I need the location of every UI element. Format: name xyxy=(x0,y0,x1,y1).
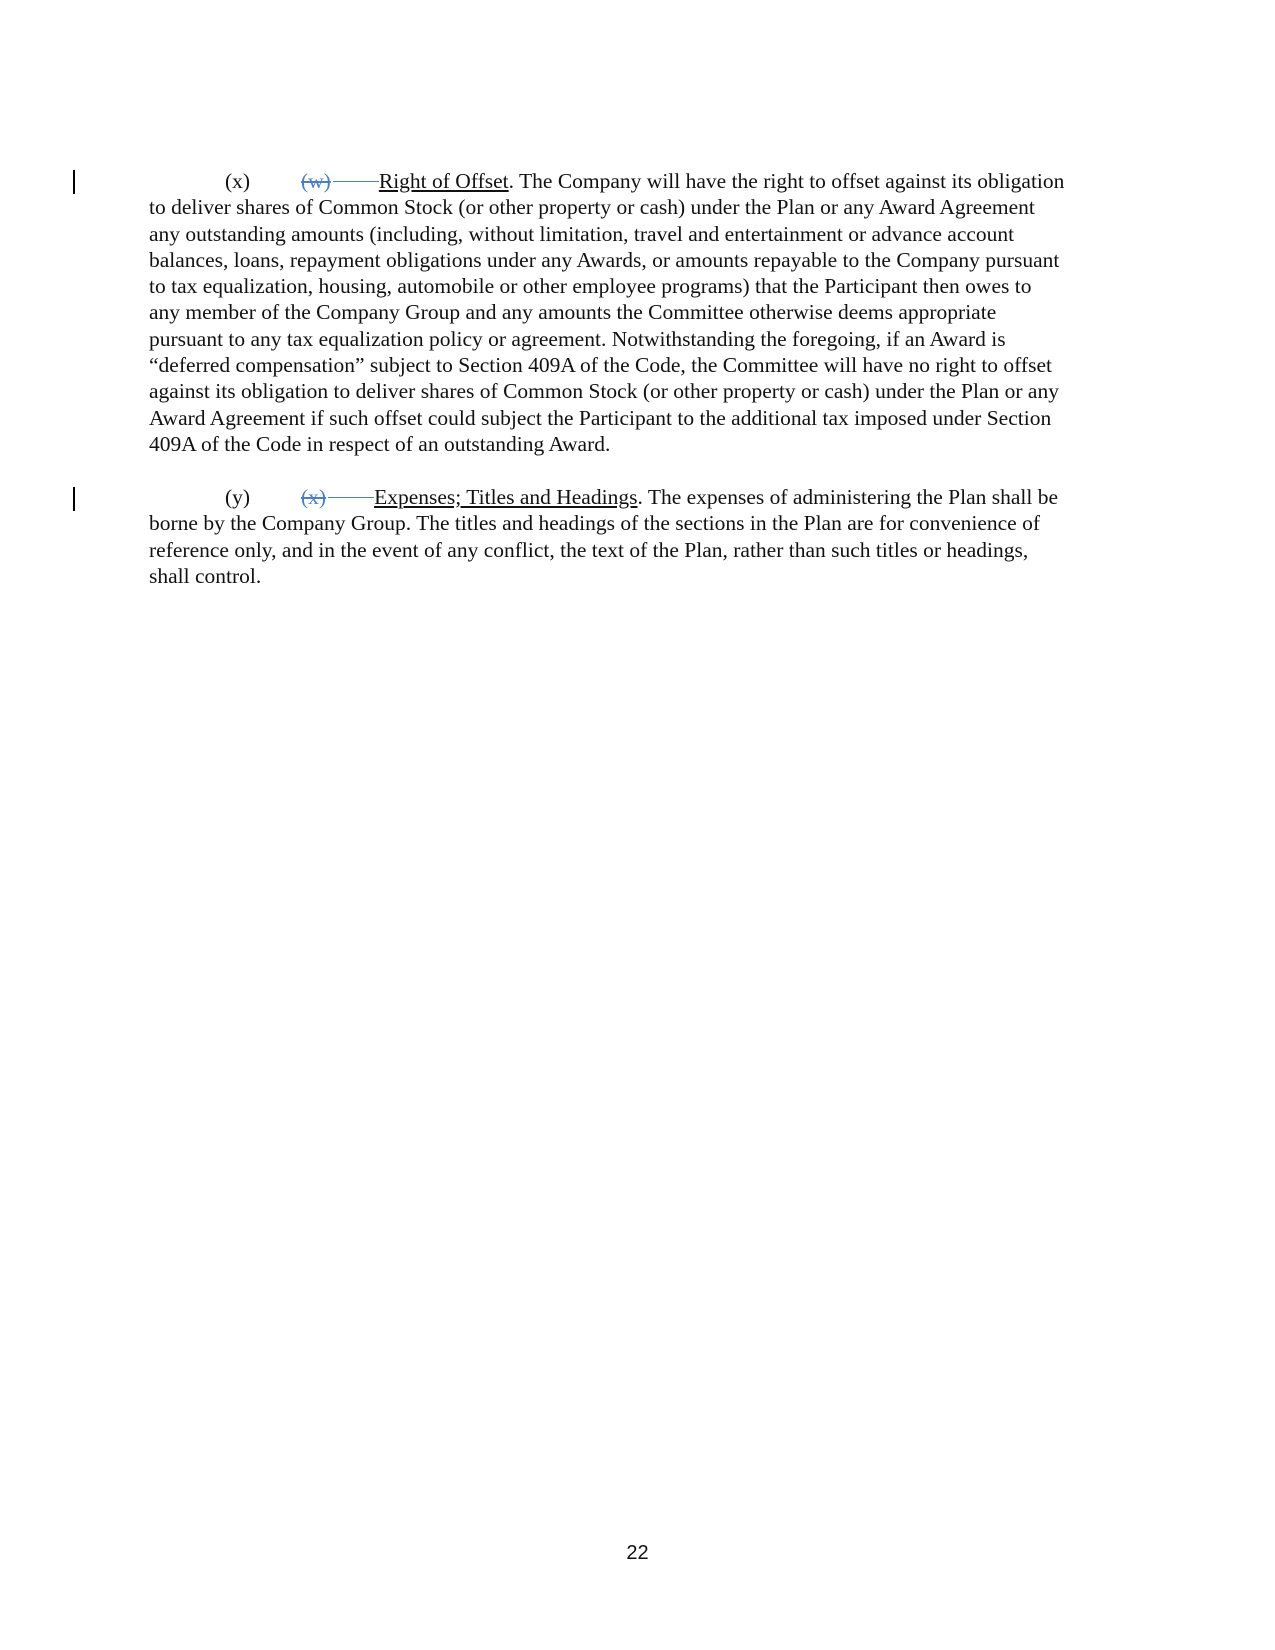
body-line: borne by the Company Group. The titles and headings of the sections in the Plan are for convenience of xyxy=(149,511,1041,536)
section-first-line xyxy=(149,168,1129,194)
body-line: shall control. xyxy=(149,563,262,588)
section-label: (y) xyxy=(225,485,251,509)
section-right-of-offset xyxy=(149,168,1129,457)
body-line: reference only, and in the event of any conflict, the text of the Plan, rather than such titles or headings, xyxy=(149,537,1029,562)
section-heading: Right of Offset xyxy=(378,169,509,193)
body-line: Award Agreement if such offset could subject the Participant to the additional tax imposed under Section xyxy=(149,405,1052,430)
body-line: pursuant to any tax equalization policy or agreement. Notwithstanding the foregoing, if an Award is xyxy=(149,326,1006,351)
revision-change-bar xyxy=(73,170,75,194)
page-number: 22 xyxy=(626,1542,649,1564)
revision-change-bar xyxy=(73,487,75,511)
body-line: any outstanding amounts (including, without limitation, travel and entertainment or advance account xyxy=(149,221,1015,246)
section-first-line xyxy=(149,484,1129,510)
section-text: . The expenses of administering the Plan shall be xyxy=(637,485,1059,509)
body-line: 409A of the Code in respect of an outstanding Award. xyxy=(149,431,611,456)
deleted-section-label: (w) xyxy=(301,169,331,193)
body-line: to deliver shares of Common Stock (or other property or cash) under the Plan or any Award Agreement xyxy=(149,195,1035,220)
deleted-tab-rule xyxy=(328,497,374,498)
body-line: “deferred compensation” subject to Section 409A of the Code, the Committee will have no right to offset xyxy=(149,353,1052,378)
body-line: balances, loans, repayment obligations under any Awards, or amounts repayable to the Company pursuant xyxy=(149,247,1060,272)
body-line: any member of the Company Group and any amounts the Committee otherwise deems appropriate xyxy=(149,300,997,325)
section-expenses-titles-headings xyxy=(149,484,1129,589)
deleted-section-label: (x) xyxy=(301,485,327,509)
deleted-tab-rule xyxy=(333,181,379,182)
section-label: (x) xyxy=(225,169,251,193)
body-line: to tax equalization, housing, automobile or other employee programs) that the Participant then owes to xyxy=(149,274,1032,299)
section-heading: Expenses; Titles and Headings xyxy=(374,485,638,509)
body-line: against its obligation to deliver shares of Common Stock (or other property or cash) under the Plan or any xyxy=(149,379,1059,404)
section-text: . The Company will have the right to offset against its obligation xyxy=(508,169,1065,193)
